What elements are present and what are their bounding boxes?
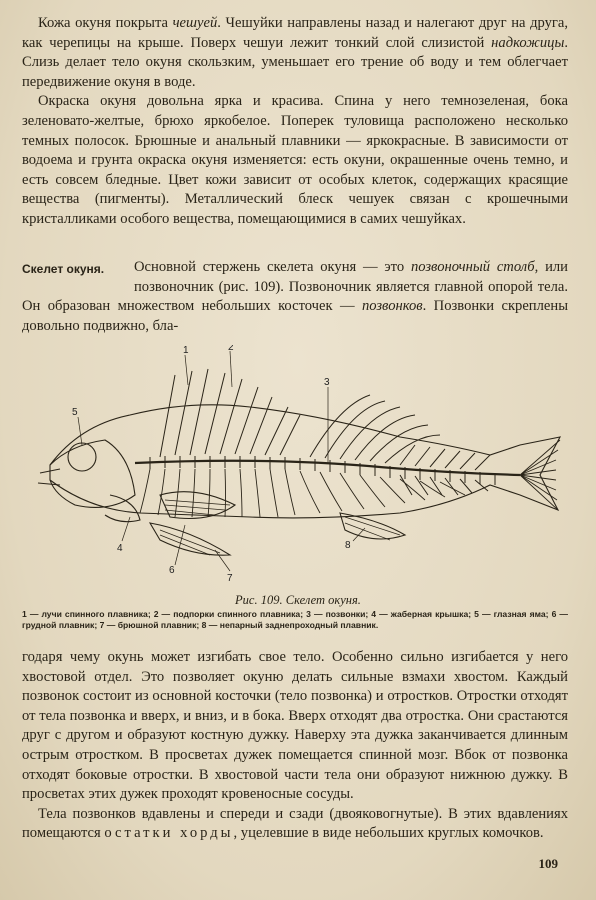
term-spinal-column: позвоночный столб [410, 259, 535, 275]
term-notochord: остатки хорды [104, 825, 234, 842]
term-vertebrae: позвонков [361, 298, 423, 315]
top-text-block [22, 14, 568, 230]
term-scales: чешуей [172, 15, 218, 31]
figure-label-4: 4 [117, 543, 123, 554]
figure-label-7: 7 [227, 573, 233, 584]
figure-label-6: 6 [169, 565, 175, 576]
term-epidermis: надкожицы [491, 34, 565, 51]
bottom-text-block [22, 648, 568, 844]
figure-label-5: 5 [72, 407, 78, 418]
figure-label-8: 8 [345, 540, 351, 551]
perch-skeleton-drawing [20, 345, 576, 595]
paragraph-vertebrae: годаря чему окунь может изгибать свое тело. Особенно сильно изгибается у него хвостовой отдел. Это позволяет окуню делать сильные взмахи хвостом. Каждый позвонок состоит из основной косточки (тело позвонка) и отростков. Отростки отходят от тела позвонка и вверх, и вниз, и в бока. Вверх отходят два отростка. Они срастаются друг с другом и образуют костную дужку. Наверху эта дужка заканчивается длинным острым отростком. В просветах дужек помещается спинной мозг. Вбок от позвонка отходят боковые отростки. В хвостовой части тела они образуют нижнюю дужку. В просветах этих дужек проходят кровеносные сосуды. [22, 649, 568, 803]
skeleton-section [22, 258, 568, 336]
paragraph-notochord: Тела позвонков вдавлены и спереди и сзади (двояковогнутые). В этих вдавлениях помещаются остатки хорды, уцелевшие в виде небольших круглых комочков. [22, 805, 568, 842]
figure-label-3: 3 [324, 377, 330, 388]
figure-label-1: 1 [183, 345, 189, 356]
figure-caption: Рис. 109. Скелет окуня. [235, 593, 361, 607]
paragraph-scales: Кожа окуня покрыта чешуей. Чешуйки направлены назад и налегают друг на друга, как черепицы на крыше. Поверх чешуи лежит тонкий слой слизистой надкожицы. Слизь делает тело окуня скользким, уменьшает его трение об воду и тем облегчает передвижение окуня в воде. [22, 15, 569, 90]
section-heading: Скелет окуня. [22, 262, 105, 276]
page-number: 109 [538, 856, 558, 871]
paragraph-coloring: Окраска окуня довольна ярка и красива. Спина у него темнозеленая, бока зеленовато-желтые, брюхо яркобелое. Поперек туловища расположено несколько темных полосок. Брюшные и анальный плавники — яркокрасные. В зависимости от водоема и грунта окраска окуня изменяется: есть окуни, окрашенные очень темно, и есть совсем бледные. Цвет кожи зависит от особых клеток, содержащих красящие вещества (пигменты). Металлический блеск чешуек связан с крошечными кристалликами особого вещества, помещающимися в самих чешуйках. [22, 93, 568, 227]
perch-skeleton-figure [20, 345, 576, 595]
figure-label-2: 2 [228, 345, 234, 353]
figure-legend: 1 — лучи спинного плавника; 2 — подпорки спинного плавника; 3 — позвонки; 4 — жаберная крышка; 5 — глазная яма; 6 — грудной плавник; 7 — брюшной плавник; 8 — непарный заднепроходный плавник. [22, 609, 568, 630]
paragraph-spine: Основной стержень скелета окуня — это позвоночный столб, или позвоночник (рис. 109). Позвоночник является главной опорой тела. Он образован множеством небольших косточек — позвонков. Позвонки скреплены довольно подвижно, бла- [22, 259, 568, 334]
